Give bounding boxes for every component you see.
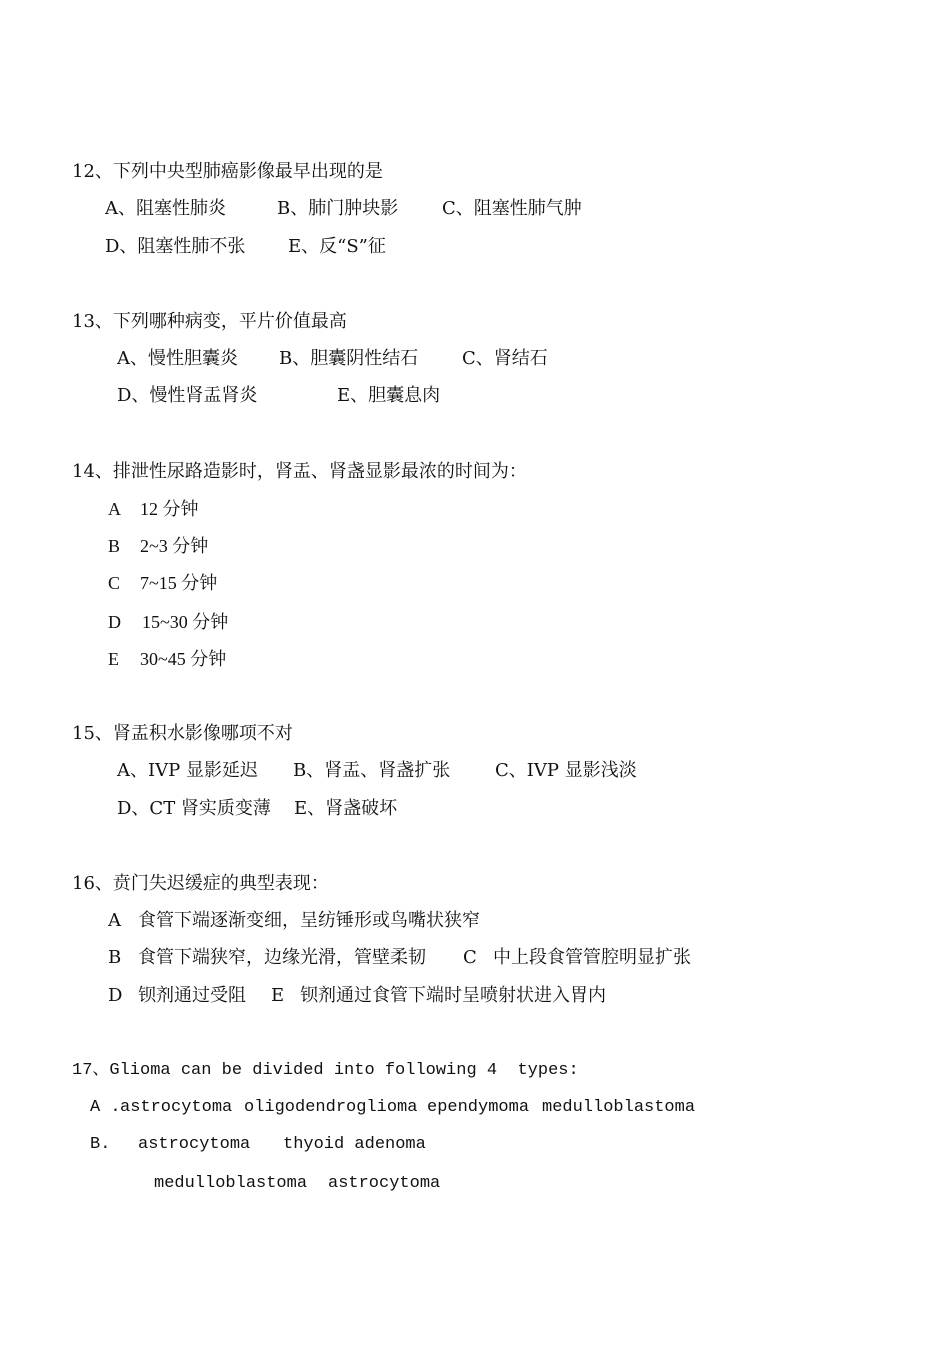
q15-stem: 15、肾盂积水影像哪项不对: [72, 723, 293, 744]
q14-option-a-text: 12 分钟: [140, 499, 199, 519]
q13-option-d: D、慢性肾盂肾炎: [117, 385, 258, 406]
q16-option-e-letter: E: [271, 985, 285, 1006]
q16-option-d-letter: D: [108, 985, 123, 1006]
q16-option-b-letter: B: [108, 947, 122, 968]
q14-option-e-text: 30~45 分钟: [140, 649, 227, 669]
q16-option-c-letter: C: [463, 947, 477, 968]
q16-option-d-text: 钡剂通过受阻: [138, 985, 246, 1006]
q14-option-a-letter: A: [108, 499, 121, 519]
q12-option-e: E、反“S”征: [288, 236, 386, 257]
q12-option-c: C、阻塞性肺气肿: [442, 198, 582, 219]
q17-option-a-item: ependymoma: [427, 1098, 530, 1117]
q17-option-b-item: thyoid adenoma: [283, 1135, 426, 1154]
q12-stem: 12、下列中央型肺癌影像最早出现的是: [72, 161, 383, 182]
q16-option-a-text: 食管下端逐渐变细，呈纺锤形或鸟嘴状狭窄: [138, 910, 480, 931]
q16-option-a-letter: A: [108, 910, 121, 931]
q13-stem: 13、下列哪种病变，平片价值最高: [72, 311, 347, 332]
q14-option-c-letter: C: [108, 573, 121, 593]
q16-stem: 16、贲门失迟缓症的典型表现：: [72, 873, 329, 894]
q15-option-c: C、IVP 显影浅淡: [495, 760, 637, 781]
q17-option-b-letter: B.: [90, 1135, 111, 1154]
q16-option-c-text: 中上段食管管腔明显扩张: [493, 947, 691, 968]
q13-option-c: C、肾结石: [462, 348, 548, 369]
q17-option-b-cont-item: medulloblastoma: [154, 1174, 308, 1193]
q17-option-b-cont-item: astrocytoma: [328, 1174, 441, 1193]
q13-option-a: A、慢性胆囊炎: [117, 348, 238, 369]
q17-stem: 17、Glioma can be divided into following 4 types:: [72, 1061, 579, 1080]
q14-stem: 14、排泄性尿路造影时，肾盂、肾盏显影最浓的时间为：: [72, 461, 527, 482]
q17-option-a-item: astrocytoma: [120, 1098, 233, 1117]
q14-option-c-text: 7~15 分钟: [140, 573, 218, 593]
q17-option-a-item: medulloblastoma: [542, 1098, 696, 1117]
q14-option-b-text: 2~3 分钟: [140, 536, 209, 556]
q14-option-e-letter: E: [108, 649, 119, 669]
q17-option-a-letter: A .: [90, 1098, 121, 1117]
q12-option-b: B、肺门肿块影: [277, 198, 399, 219]
q15-option-d: D、CT 肾实质变薄: [117, 798, 271, 819]
q16-option-e-text: 钡剂通过食管下端时呈喷射状进入胃内: [300, 985, 606, 1006]
q12-option-a: A、阻塞性肺炎: [105, 198, 226, 219]
q17-option-b-item: astrocytoma: [138, 1135, 251, 1154]
q15-option-a: A、IVP 显影延迟: [117, 760, 258, 781]
q16-option-b-text: 食管下端狭窄，边缘光滑，管壁柔韧: [138, 947, 426, 968]
q15-option-b: B、肾盂、肾盏扩张: [293, 760, 451, 781]
q14-option-d-letter: D: [108, 612, 121, 632]
q12-option-d: D、阻塞性肺不张: [105, 236, 246, 257]
q15-option-e: E、肾盏破坏: [294, 798, 398, 819]
q14-option-d-text: 15~30 分钟: [142, 612, 229, 632]
q17-option-a-item: oligodendroglioma: [244, 1098, 418, 1117]
q13-option-b: B、胆囊阴性结石: [279, 348, 419, 369]
q13-option-e: E、胆囊息肉: [337, 385, 441, 406]
q14-option-b-letter: B: [108, 536, 121, 556]
